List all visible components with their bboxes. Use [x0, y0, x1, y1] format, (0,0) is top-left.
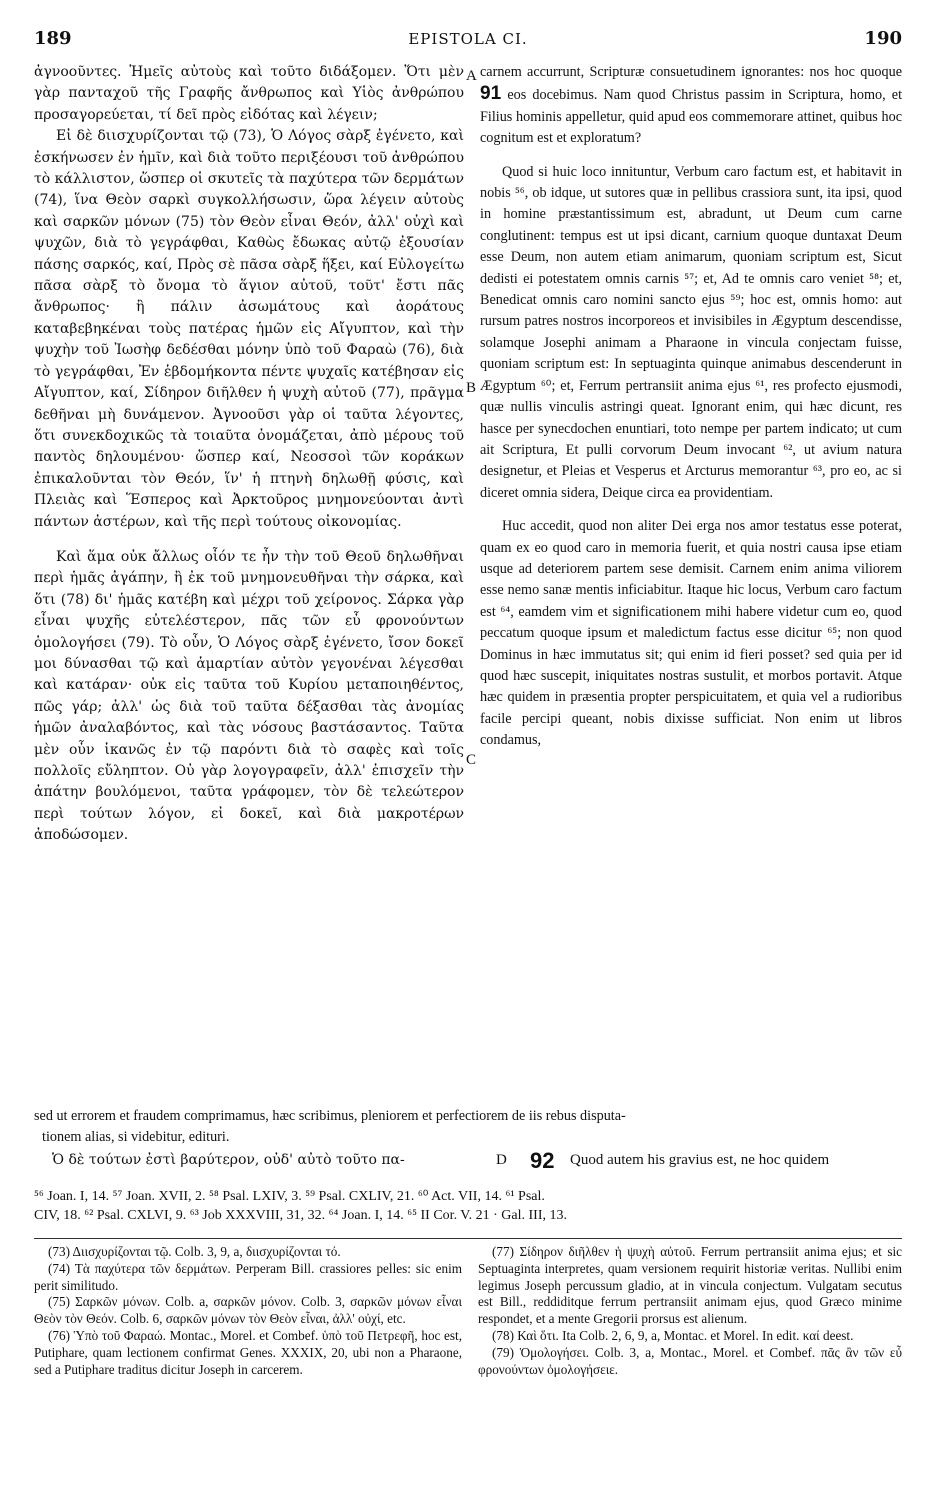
margin-letter-a: A [466, 68, 477, 84]
note-75: (75) Σαρκῶν μόνων. Colb. a, σαρκῶν μόνον. Colb. 3, σαρκῶν μόνων εἶναι Θεὸν τὸν Θεόν. Colb. 6, σαρκῶν μόνων τὸν Θεὸν εἶναι, ἀλλ' οὐχί, etc. [34, 1294, 462, 1327]
scripture-references [34, 1187, 902, 1225]
column-number-92: 92 [530, 1148, 555, 1173]
notes-left-column [34, 1244, 462, 1378]
latin-paragraph-1-cont: eos docebimus. Nam quod Christus passim in Scriptura, homo, et Filius hominis appelletur, quid apud eos commemorare attinet, quibus hoc cognitum est et exploratum? [480, 87, 903, 147]
page-number-right: 190 [864, 28, 902, 49]
bottom-continuation [34, 1150, 902, 1174]
note-79: (79) Ὁμολογήσει. Colb. 3, a, Montac., Morel. et Combef. πᾶς ἂν τῶν εὖ φρονούντων ὁμολογήσειε. [478, 1344, 902, 1377]
references-line-2: CIV, 18. ⁶² Psal. CXLVI, 9. ⁶³ Job XXXVIII, 31, 32. ⁶⁴ Joan. I, 14. ⁶⁵ II Cor. V. 21 · Gal. III, 13. [34, 1208, 567, 1223]
greek-paragraph-1: ἀγνοοῦντες. Ἡμεῖς αὐτοὺς καὶ τοῦτο διδάξομεν. Ὅτι μὲν γὰρ πανταχοῦ τῆς Γραφῆς ἄνθρωπος καὶ Υἱὸς ἀνθρώπου προσαγορεύεται, τί δεῖ πρὸς εἰδότας καὶ λέγειν; [34, 64, 464, 123]
margin-letter-d: D [496, 1152, 507, 1168]
bottom-greek-text: Ὁ δὲ τούτων ἐστὶ βαρύτερον, οὐδ' αὐτὸ τοῦτο πα- [52, 1152, 405, 1168]
note-77: (77) Σίδηρον διῆλθεν ἡ ψυχὴ αὐτοῦ. Ferrum pertransiit anima ejus; et sic Septuaginta interpretes, quam versionem requirit historiæ veritas. Nullibi enim legimus Joseph percussum gladio, at in vincula conjectum. Vulgatam secutus est Bill., reddiditque ferrum pertransiit animam ejus, quod Græco minime respondet, et a mente Gregorii prorsus est alienum. [478, 1244, 902, 1327]
note-78: (78) Καὶ ὅτι. Ita Colb. 2, 6, 9, a, Montac. et Morel. In edit. καί deest. [492, 1327, 854, 1343]
notes-right-column [478, 1244, 902, 1378]
greek-column [34, 62, 464, 847]
latin-paragraph-3: Huc accedit, quod non aliter Dei erga nos amor testatus esse poterat, quam ex eo quod caro in memoria fuerit, et quia nostri causa ipse etiam usque ad deteriorem partem sese demisit. Carnem enim anima viliorem esse nemo sanæ mentis inficiabitur. Itaque hic locus, Verbum caro factum est ⁶⁴, eamdem vim et significationem mihi habere videtur cum eo, quod peccatum quoque ipsum et maledictum factus esse dicitur ⁶⁵; non quod Dominus in hæc immutatus sit; qui enim id fieri posset? sed quia per id quod hæc suscepit, iniquitates nostras sustulit, et morbos portavit. Atque hæc quidem in præsentia propter perspicuitatem, et quia vel a rudioribus facile percipi queant, nobis dixisse sufficiat. Non enim ut libros condamus, [480, 518, 902, 749]
greek-paragraph-3: Καὶ ἅμα οὐκ ἄλλως οἷόν τε ἦν τὴν τοῦ Θεοῦ δηλωθῆναι περὶ ἡμᾶς ἀγάπην, ἢ ἐκ τοῦ μνημονευθῆναι τὴν σάρκα, καὶ ὅτι (78) δι' ἡμᾶς κατέβη καὶ μέχρι τοῦ χείρονος. Σάρκα γὰρ εἶναι ψυχῆς εὐτελέστερον, πᾶς τῶν εὖ φρονούντων ὁμολογήσει (79). Τὸ οὖν, Ὁ Λόγος σὰρξ ἐγένετο, ἴσον δοκεῖ μοι δύνασθαι τῷ καὶ ἁμαρτίαν αὐτὸν γεγονέναι λέγεσθαι καὶ κατάραν· οὐκ εἰς ταῦτα τοῦ Κυρίου μεταποιηθέντος, πῶς γάρ; ἀλλ' ὡς διὰ τοῦ ταῦτα δέξασθαι τὰς ἀνομίας ἡμῶν ἀναλαβόντος, καὶ τὰς νόσους βαστάσαντος. Ταῦτα μὲν οὖν ἱκανῶς ἐν τῷ παρόντι διὰ τὸ σαφὲς καὶ τοῖς πολλοῖς εὔληπτον. Οὐ γὰρ λογογραφεῖν, ἀλλ' ἐπισχεῖν τὴν ἀπάτην βουλόμενοι, ταῦτα γράφομεν, τὸν δὲ τελεώτερον περὶ τούτων λόγον, εἰ δοκεῖ, καὶ διὰ μακροτέρων ἀποδώσομεν. [34, 548, 464, 844]
margin-letter-c: C [466, 752, 477, 768]
note-73: (73) Διισχυρίζονται τῷ. Colb. 3, 9, a, διισχυρίζονται τό. [48, 1244, 341, 1259]
spanning-line-2: tionem alias, si videbitur, edituri. [42, 1129, 230, 1145]
bottom-latin-text: Quod autem his gravius est, ne hoc quidem [570, 1152, 830, 1168]
note-74: (74) Τὰ παχύτερα τῶν δερμάτων. Perperam Bill. crassiores pelles: sic enim perit similitudo. [34, 1260, 462, 1293]
references-line-1: ⁵⁶ Joan. I, 14. ⁵⁷ Joan. XVII, 2. ⁵⁸ Psal. LXIV, 3. ⁵⁹ Psal. CXLIV, 21. ⁶⁰ Act. VII, 14. ⁶¹ Psal. [34, 1189, 545, 1204]
running-title: EPISTOLA CI. [408, 30, 528, 48]
latin-paragraph-1 [480, 62, 902, 150]
page-header [34, 28, 902, 54]
greek-paragraph-2: Εἰ δὲ διισχυρίζονται τῷ (73), Ὁ Λόγος σὰρξ ἐγένετο, καὶ ἐσκήνωσεν ἐν ἡμῖν, καὶ διὰ τοῦτο περιξέουσι τοῦ ἀνθρώπου τὸ κάλλιστον, ὥσπερ οἱ σκυτεῖς τὰ παχύτερα τῶν δερμάτων (74), ἵνα Θεὸν σαρκὶ συγκολλήσωσιν, ὥρα λέγειν αὐτοὺς καὶ σαρκῶν μόνων (75) τὸν Θεὸν εἶναι Θεόν, ἀλλ' οὐχὶ καὶ ψυχῶν, διὰ τὸ γεγράφθαι, Καθὼς ἔδωκας αὐτῷ ἐξουσίαν πάσης σαρκός, καί, Πρὸς σὲ πᾶσα σὰρξ ἥξει, καί Εὐλογείτω πᾶσα σὰρξ τὸ ὄνομα τὸ ἅγιον αὐτοῦ, τοῦτ' ἔστι πᾶς ἄνθρωπος· ἢ πάλιν ἀσωμάτους καὶ ἀοράτους καταβεβηκέναι τοὺς πατέρας ἡμῶν εἰς Αἴγυπτον, καὶ τὴν ψυχὴν τοῦ Ἰωσὴφ δεδέσθαι μόνην ὑπὸ τοῦ Φαραὼ (76), διὰ τὸ γεγράφθαι, Ἐν ἑβδομήκοντα πέντε ψυχαῖς κατέβησαν εἰς Αἴγυπτον, καί, Σίδηρον διῆλθεν ἡ ψυχὴ αὐτοῦ (77), πρᾶγμα δεθῆναι μὴ δυνάμενον. Ἀγνοοῦσι γὰρ οἱ ταῦτα λέγοντες, ὅτι συνεκδοχικῶς τὰ τοιαῦτα ὀνομάζεται, ἀπὸ μέρους τοῦ παντὸς δηλουμένου· ὥσπερ καί, Νεοσσοὶ τῶν κοράκων ἐπικαλοῦνται τὸν Θεόν, ἵν' ἡ πτηνὴ δηλωθῇ φύσις, καὶ Πλειὰς καὶ Ἕσπερος καὶ Ἀρκτοῦρος μνημονεύονται ἀντὶ πάντων ἀστέρων, καὶ τῆς περὶ τούτους οἰκονομίας. [34, 128, 464, 530]
latin-paragraph-2: Quod si huic loco innituntur, Verbum caro factum est, et habitavit in nobis ⁵⁶, ob idque, ut sutores quæ in pellibus crassiora sunt, ita ipsi, quod in homine præstantissimum est, abradunt, ut Deum cum carne conglutinent: tempus est ut ipsi dicant, carnium quoque duntaxat Deum esse Deum, non autem etiam animarum, quoniam scriptum est, Sicut dedisti ei potestatem omnis carnis ⁵⁷; et, Ad te omnis caro veniet ⁵⁸; et, Benedicat omnis caro nomini sancto ejus ⁵⁹; hoc est, omnis homo: aut rursum patres nostros incorporeos et invisibiles in Ægyptum descendisse, solamque Josephi animam a Pharaone in vincula conjectam fuisse, quoniam scriptum est: In septuaginta quinque animabus descenderunt in Ægyptum ⁶⁰; et, Ferrum pertransiit anima ejus ⁶¹, res profecto ejusmodi, quæ nullis vinculis astringi queat. Ignorant enim, qui hæc dicunt, res hasce per synecdochen enuntiari, toto nempe per partem indicato; ut cum ait Scriptura, Et pulli corvorum Deum invocant ⁶², ut avium natura designetur, et Pleias et Vesperus et Arcturus memorantur ⁶³, pro eo, ac si diceret omnia sidera, Deique circa ea providentiam. [480, 163, 902, 501]
margin-letter-b: B [466, 380, 477, 396]
latin-column [480, 62, 902, 752]
column-number-91: 91 [480, 83, 502, 105]
page-number-left: 189 [34, 28, 72, 49]
spanning-line-1: sed ut errorem et fraudem comprimamus, hæc scribimus, pleniorem et perfectiorem de iis rebus disputa- [34, 1108, 626, 1124]
note-76: (76) Ὑπὸ τοῦ Φαραώ. Montac., Morel. et Combef. ὑπὸ τοῦ Πετρεφῆ, hoc est, Putiphare, quam lectionem confirmat Genes. XXXIX, 20, ubi non a Pharaone, sed a Putiphare traditus dicitur Joseph in carcerem. [34, 1327, 462, 1377]
notes-divider [34, 1238, 902, 1239]
latin-paragraph-1-text: carnem accurrunt, Scripturæ consuetudinem ignorantes: nos hoc quoque [480, 64, 902, 80]
